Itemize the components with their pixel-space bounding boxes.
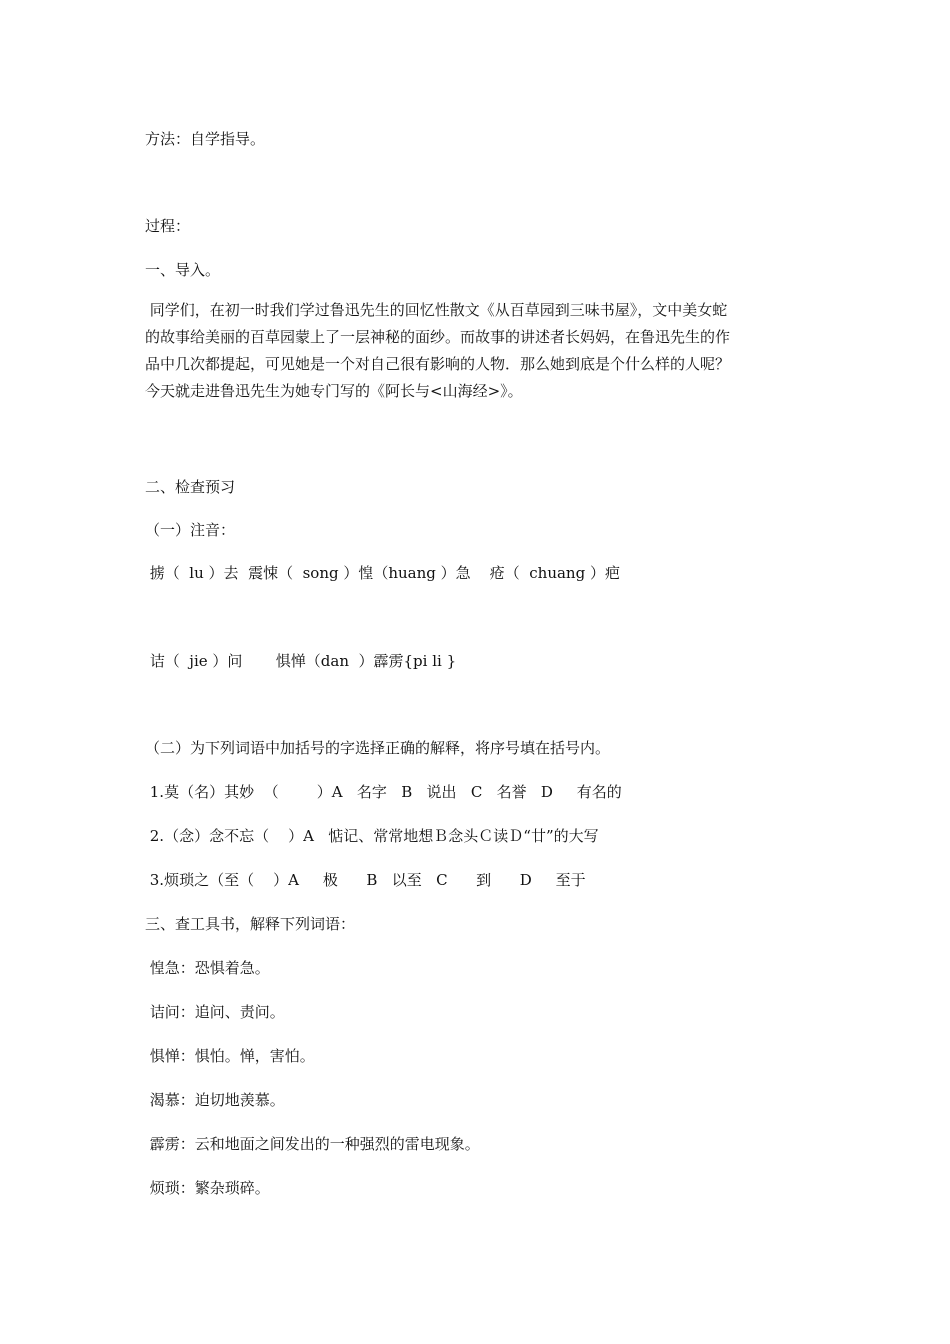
section1-heading: 一、导入。 <box>145 261 221 279</box>
intro-paragraph-line: 同学们，在初一时我们学过鲁迅先生的回忆性散文《从百草园到三味书屋》，文中美女蛇 <box>145 301 728 319</box>
intro-paragraph-line: 品中几次都提起，可见她是一个对自己很有影响的人物．那么她到底是个什么样的人呢？ <box>145 355 731 373</box>
meaning-heading: （二）为下列词语中加括号的字选择正确的解释，将序号填在括号内。 <box>145 739 611 757</box>
section2-heading: 二、检查预习 <box>145 478 236 496</box>
process-heading: 过程： <box>145 217 191 235</box>
pinyin-heading: （一）注音： <box>145 521 236 539</box>
glossary-entry: 霹雳：云和地面之间发出的一种强烈的雷电现象。 <box>145 1135 480 1153</box>
section3-heading: 三、查工具书，解释下列词语： <box>145 915 356 933</box>
method-line: 方法：自学指导。 <box>145 130 266 148</box>
pinyin-row-2: 诘（ jie ）问 惧惮（dan ）霹雳{pi li } <box>145 652 457 670</box>
glossary-entry: 诘问：追问、责问。 <box>145 1003 285 1021</box>
glossary-entry: 渴慕：迫切地羡慕。 <box>145 1091 285 1109</box>
glossary-entry: 惧惮：惧怕。惮，害怕。 <box>145 1047 315 1065</box>
glossary-entry: 惶急：恐惧着急。 <box>145 959 270 977</box>
intro-paragraph-line: 今天就走进鲁迅先生为她专门写的《阿长与<山海经>》。 <box>145 382 523 400</box>
meaning-item-1: 1.莫（名）其妙 （ ）A 名字 B 说出 C 名誉 D 有名的 <box>145 783 622 801</box>
glossary-entry: 烦琐：繁杂琐碎。 <box>145 1179 270 1197</box>
meaning-item-3: 3.烦琐之（至（ ）A 极 B 以至 C 到 D 至于 <box>145 871 586 889</box>
intro-paragraph-line: 的故事给美丽的百草园蒙上了一层神秘的面纱。而故事的讲述者长妈妈，在鲁迅先生的作 <box>145 328 731 346</box>
meaning-item-2: 2.（念）念不忘（ ）A 惦记、常常地想Ｂ念头Ｃ读Ｄ“廿”的大写 <box>145 827 599 845</box>
intro-paragraph <box>145 297 815 405</box>
pinyin-row-1: 掳（ lu ）去 震悚（ song ）惶（huang ）急 疮（ chuang ）疤 <box>145 564 620 582</box>
